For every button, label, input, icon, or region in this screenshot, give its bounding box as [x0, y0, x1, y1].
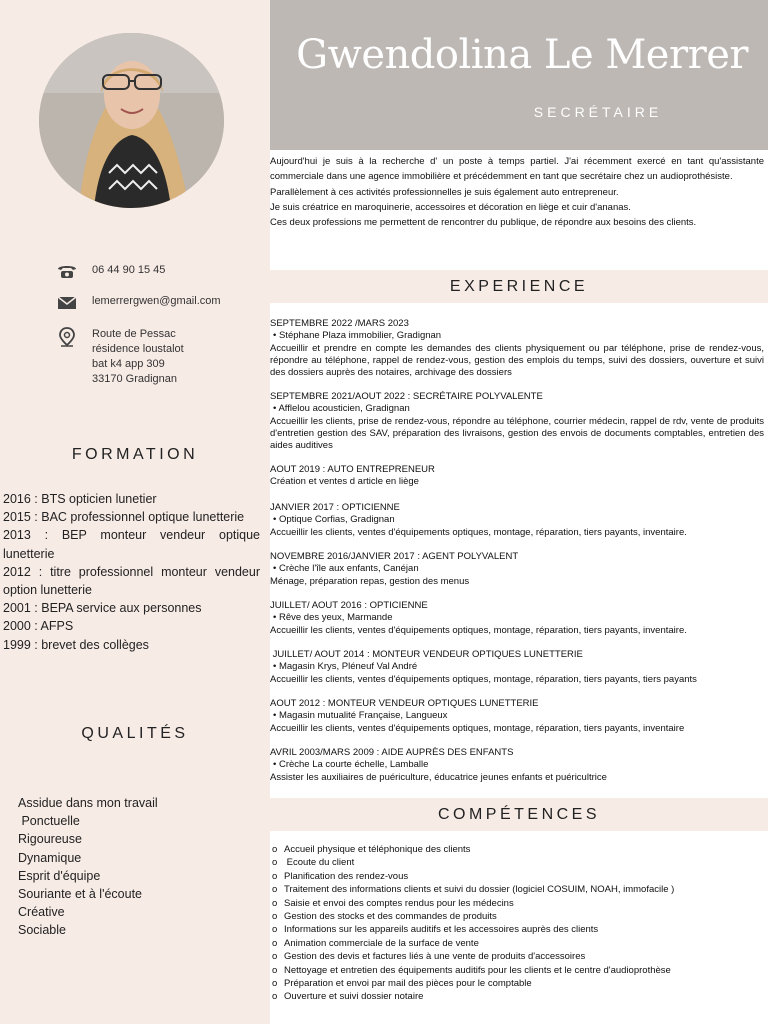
experience-entry — [270, 649, 764, 686]
email-address: lemerrergwen@gmail.com — [92, 295, 221, 307]
qualite-item: Esprit d'équipe — [18, 868, 101, 883]
contact-phone — [56, 263, 165, 279]
bullet-icon: o — [272, 991, 278, 1003]
bullet-icon: o — [272, 964, 278, 976]
bullet-icon: o — [272, 924, 278, 936]
avatar — [39, 33, 224, 208]
competence-item: o Ouverture et suivi dossier notaire — [272, 991, 424, 1003]
intro-paragraph: Parallèlement à ces activités professionnelles je suis également auto entrepreneur. — [270, 186, 619, 198]
experience-entry — [270, 551, 764, 588]
bullet-icon: o — [272, 884, 278, 896]
competence-item: o Gestion des stocks et des commandes de produits — [272, 911, 497, 923]
formation-item: 1999 : brevet des collèges — [3, 637, 149, 652]
qualite-item: Rigoureuse — [18, 832, 82, 847]
intro-paragraph: Je suis créatrice en maroquinerie, accessoires et décoration en liège et cuir d'ananas. — [270, 201, 631, 213]
qualites-heading: QUALITÉS — [81, 725, 189, 742]
experience-company: • Optique Corfias, Gradignan — [273, 514, 395, 526]
competence-item: o Accueil physique et téléphonique des clients — [272, 844, 471, 855]
qualite-item: Ponctuelle — [18, 814, 80, 829]
bullet-icon: o — [272, 870, 278, 882]
qualite-item: Sociable — [18, 923, 66, 938]
competence-item: o Animation commerciale de la surface de vente — [272, 937, 479, 949]
address-line: Route de Pessac — [92, 328, 176, 340]
experience-company: • Magasin Krys, Pléneuf Val André — [273, 661, 418, 673]
competence-item: o Gestion des devis et factures liés à une vente de produits d'accessoires — [272, 951, 586, 963]
experience-company: • Stéphane Plaza immobilier, Gradignan — [273, 330, 442, 342]
experience-description: Accueillir et prendre en compte les demandes des clients physiquement ou par téléphone, prise de rendez-vous, répondre au téléphone, rappel de rendez-vous, gestion des emplois du temps, suivi des dossiers, ouverture et suivi des dossiers auprès des notaires, archivage des dossiers — [270, 342, 764, 379]
candidate-name: Gwendolina Le Merrer — [296, 32, 748, 78]
competence-item: o Planification des rendez-vous — [272, 870, 409, 882]
experience-company: • Crèche l'île aux enfants, Canéjan — [273, 563, 419, 575]
formation-list — [3, 490, 260, 654]
experience-entry — [270, 318, 764, 379]
qualite-item: Dynamique — [18, 850, 82, 865]
qualite-item: Créative — [18, 905, 65, 920]
formation-item: 2000 : AFPS — [3, 619, 74, 634]
experience-entry — [270, 464, 764, 489]
competence-item: o Ecoute du client — [272, 857, 355, 869]
experience-entry — [270, 747, 764, 784]
competences-heading: COMPÉTENCES — [270, 798, 768, 831]
competences-list — [272, 843, 674, 1004]
bullet-icon: o — [272, 857, 278, 869]
experience-description: Accueillir les clients, ventes d'équipements optiques, montage, réparation, tiers payants, inventaire — [270, 722, 685, 734]
bullet-icon: o — [272, 978, 278, 990]
formation-item: 2015 : BAC professionnel optique lunetterie — [3, 510, 245, 525]
experience-company: • Magasin mutualité Française, Langueux — [273, 710, 448, 722]
intro-summary — [270, 154, 764, 230]
address-line: bat k4 app 309 — [92, 358, 165, 370]
experience-description: Accueillir les clients, ventes d'équipements optiques, montage, réparation, tiers payants, inventaire. — [270, 526, 687, 538]
experience-title: JUILLET/ AOUT 2016 : OPTICIENNE — [270, 600, 428, 611]
experience-description: Accueillir les clients, prise de rendez-vous, répondre au téléphone, courrier médecin, rappel de rdv, vente de produits d'entretien gestion des SAV, préparation des livraisons, gestion des envois de documents comptables, entretien des aides auditives — [270, 415, 764, 452]
job-title: SECRÉTAIRE — [533, 104, 663, 120]
address-line: 33170 Gradignan — [92, 373, 178, 385]
experience-title: SEPTEMBRE 2022 /MARS 2023 — [270, 318, 409, 329]
experience-heading: EXPERIENCE — [270, 270, 768, 303]
experience-title: JANVIER 2017 : OPTICIENNE — [270, 502, 400, 513]
experience-title: NOVEMBRE 2016/JANVIER 2017 : AGENT POLYVALENT — [270, 551, 519, 562]
experience-company: • Crèche La courte échelle, Lamballe — [273, 759, 429, 771]
experience-title: AOUT 2012 : MONTEUR VENDEUR OPTIQUES LUNETTERIE — [270, 698, 539, 709]
competence-item: o Nettoyage et entretien des équipements auditifs pour les clients et le centre d'audioprothèse — [272, 964, 671, 976]
experience-entry — [270, 502, 764, 539]
experience-entry — [270, 600, 764, 637]
email-icon — [56, 294, 78, 310]
qualite-item: Souriante et à l'écoute — [18, 887, 142, 902]
contact-email — [56, 294, 221, 310]
experience-title: AVRIL 2003/MARS 2009 : AIDE AUPRÈS DES ENFANTS — [270, 747, 514, 758]
experience-company: • Rêve des yeux, Marmande — [273, 612, 393, 624]
experience-title: AOUT 2019 : AUTO ENTREPRENEUR — [270, 464, 435, 475]
experience-entry — [270, 698, 764, 735]
formation-item: 2001 : BEPA service aux personnes — [3, 601, 202, 616]
intro-paragraph: Aujourd'hui je suis à la recherche d' un poste à temps partiel. J'ai récemment exercé en tant qu'assistante commerciale dans une agence immobilière et précédemment en tant que secrétaire chez un audioprothésiste. — [270, 156, 764, 183]
experience-entry — [270, 391, 764, 452]
formation-item: 2013 : BEP monteur vendeur optique lunetterie — [3, 528, 260, 561]
bullet-icon: o — [272, 937, 278, 949]
experience-description: Ménage, préparation repas, gestion des menus — [270, 575, 470, 587]
phone-number: 06 44 90 15 45 — [92, 264, 166, 276]
bullet-icon: o — [272, 844, 278, 855]
experience-description: Création et ventes d article en liège — [270, 476, 419, 488]
location-pin-icon — [56, 327, 78, 347]
qualites-list — [18, 794, 158, 940]
competence-item: o Informations sur les appareils auditifs et les accessoires auprès des clients — [272, 924, 599, 936]
experience-description: Accueillir les clients, ventes d'équipements optiques, montage, réparation, tiers payants, inventaire. — [270, 624, 687, 636]
competence-item: o Traitement des informations clients et suivi du dossier (logiciel COSUIM, NOAH, immofacile ) — [272, 884, 675, 896]
intro-paragraph: Ces deux professions me permettent de rencontrer du publique, de répondre aux besoins des clients. — [270, 217, 697, 229]
experience-title: JUILLET/ AOUT 2014 : MONTEUR VENDEUR OPTIQUES LUNETTERIE — [270, 649, 583, 660]
competence-item: o Saisie et envoi des comptes rendus pour les médecins — [272, 897, 514, 909]
bullet-icon: o — [272, 951, 278, 963]
bullet-icon: o — [272, 897, 278, 909]
formation-heading: FORMATION — [71, 446, 199, 463]
experience-description: Assister les auxiliaires de puériculture, éducatrice jeunes enfants et puéricultrice — [270, 771, 607, 783]
competence-item: o Préparation et envoi par mail des pièces pour le comptable — [272, 978, 532, 990]
contact-address — [56, 327, 184, 387]
bullet-icon: o — [272, 911, 278, 923]
phone-icon — [56, 263, 78, 279]
address-line: résidence loustalot — [92, 343, 184, 355]
formation-item: 2012 : titre professionnel monteur vendeur option lunetterie — [3, 564, 260, 598]
qualite-item: Assidue dans mon travail — [18, 796, 158, 810]
formation-item: 2016 : BTS opticien lunetier — [3, 492, 157, 506]
experience-title: SEPTEMBRE 2021/AOUT 2022 : SECRÉTAIRE POLYVALENTE — [270, 391, 543, 402]
experience-description: Accueillir les clients, ventes d'équipements optiques, montage, réparation, tiers payants, tiers payants — [270, 673, 697, 685]
experience-company: • Afflelou acousticien, Gradignan — [273, 403, 410, 415]
